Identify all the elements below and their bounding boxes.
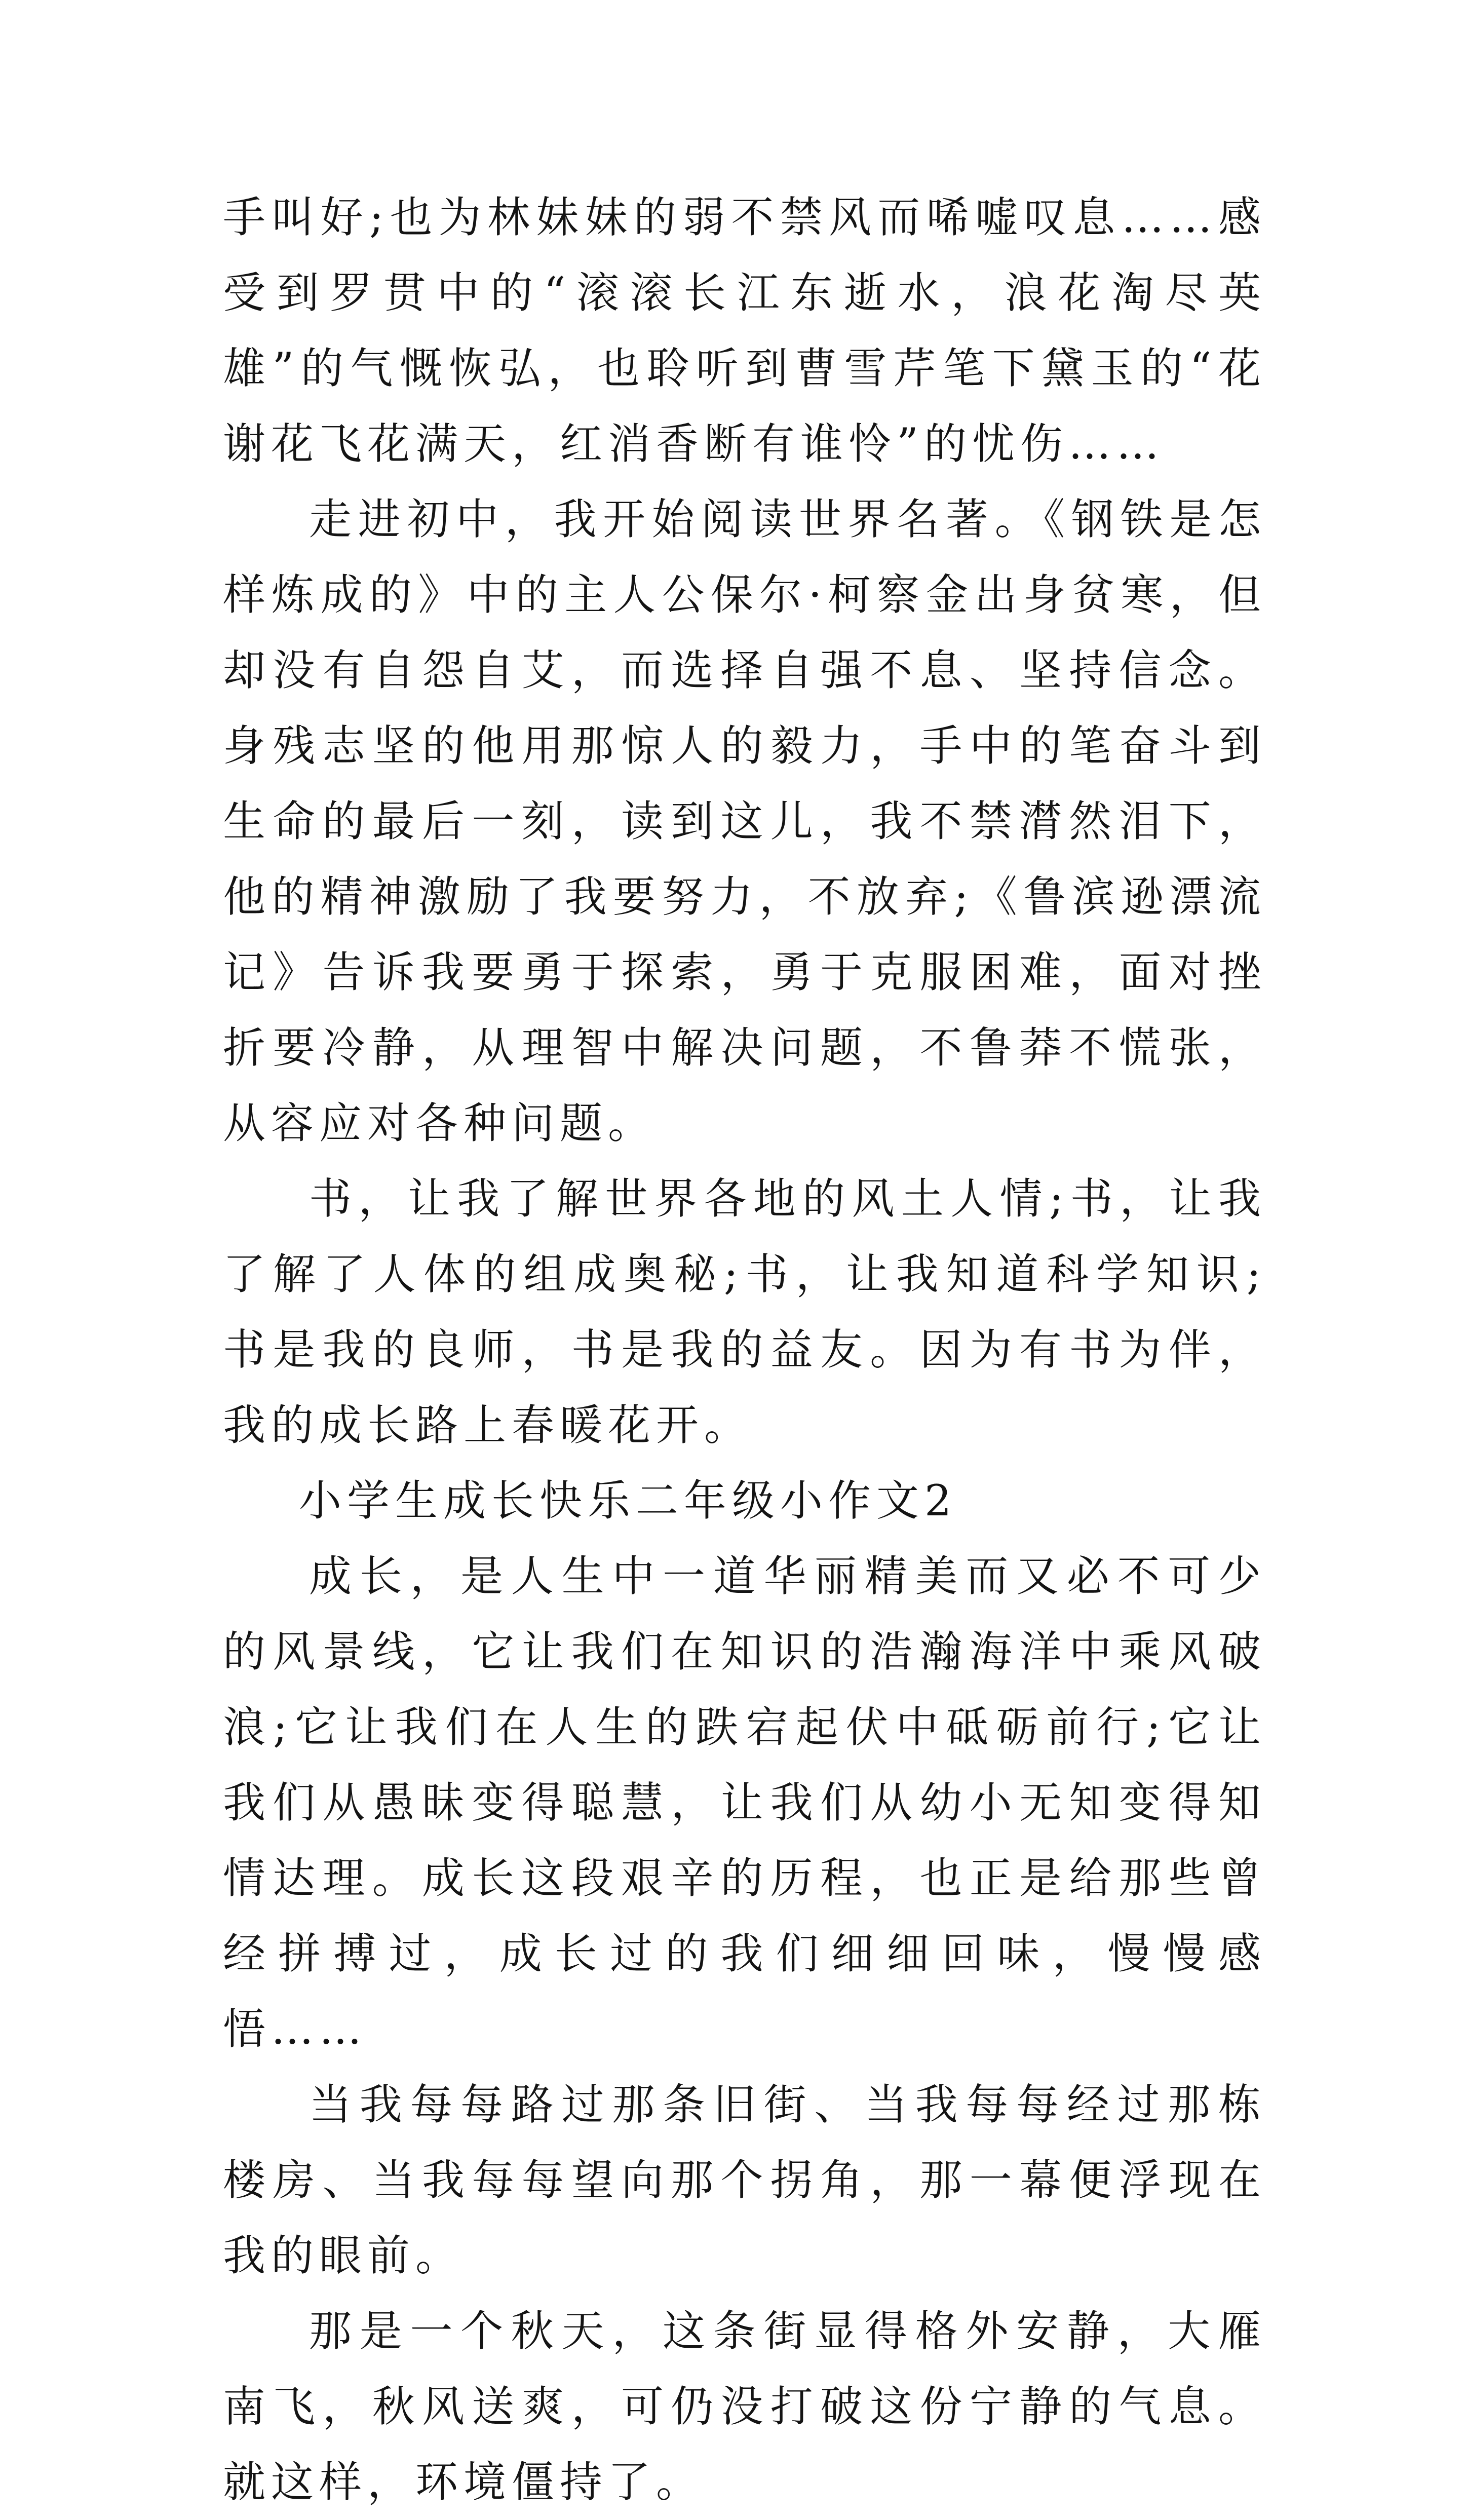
paragraph-old-street: 当我每每路过那条旧街、当我每每经过那栋楼房、当我每每望向那个拐角，那一幕便浮现在我的眼前。 bbox=[223, 2080, 1266, 2280]
paragraph-junior-high-reading: 走进初中，我开始阅读世界名著。《钢铁是怎样炼成的》中的主人公保尔·柯察金出身贫寒，但却没有自怨自艾，而选择自强不息、坚持信念。身残志坚的他用那惊人的毅力，手中的笔奋斗到生命的最后一刻，读到这儿，我不禁潸然泪下，他的精神激励了我要努力，不放弃;《鲁滨逊漂流记》告诉我要勇于探索，勇于克服困难，面对挫折要冷静，从理智中解决问题，不鲁莽不慌张，从容应对各种问题。 bbox=[223, 494, 1266, 1148]
paragraph-books: 书，让我了解世界各地的风土人情;书，让我了解了人体的组成奥秘;书，让我知道科学知识;书是我的良师，书是我的益友。因为有书为伴，我的成长路上春暖花开。 bbox=[223, 1174, 1266, 1450]
essay-heading: 小学生成长快乐二年级小作文2 bbox=[299, 1476, 957, 1525]
document-body bbox=[223, 180, 1266, 2520]
paragraph-growth: 成长，是人生中一道华丽精美而又必不可少的风景线，它让我们在知识的浩瀚海洋中乘风破浪;它让我们在人生的跌宕起伏中砥砺前行;它让我们从愚昧变得聪慧，让我们从幼小无知变得知情达理。成长这段艰辛的历程，也正是给那些曾经拼搏过，成长过的我们细细回味，慢慢感悟…… bbox=[223, 1551, 1266, 2054]
paragraph-autumn: 那是一个秋天，这条街显得格外安静，大雁南飞，秋风送爽，可仍没打破这份宁静的气息。就这样，环境僵持了。 bbox=[223, 2306, 1266, 2507]
paragraph-continuation: 手叫好;也为林妹妹的弱不禁风而唏嘘叹息……感受到罗贯中的“滚滚长江东逝水，浪花淘尽英雄”的气慨恢弘，也聆听到曹雪芹笔下黛玉的“花谢花飞花满天，红消香断有谁怜”的忧伤…… bbox=[223, 193, 1266, 469]
